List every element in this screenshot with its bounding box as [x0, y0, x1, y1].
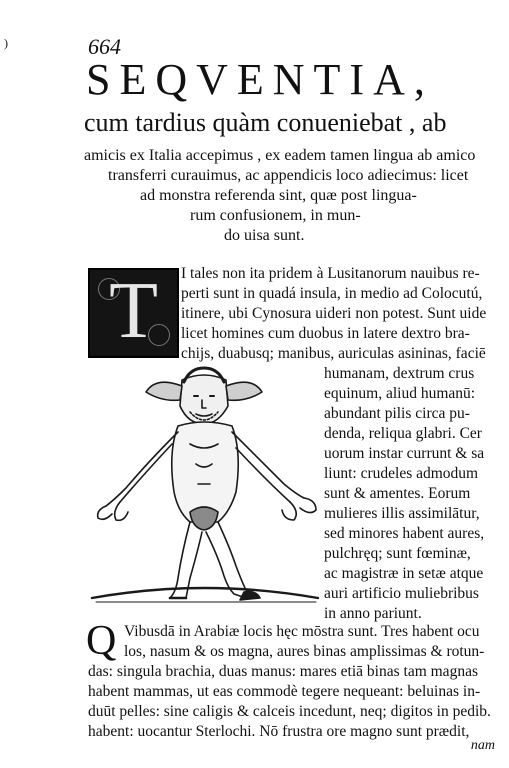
body-line-15: pulchręq; sunt fœminæ, [324, 545, 471, 562]
body-line-4: licet homines cum duobus in latere dextro bra- [181, 325, 470, 342]
body-line-13: mulieres illis assimilātur, [324, 505, 480, 522]
heading-line-4: ad monstra referenda sint, quæ post lingua- [140, 187, 417, 204]
para2-line-3: das: singula brachia, duas manus: mares etiā binas tam magnas [88, 663, 478, 680]
initial-letter: T [109, 267, 158, 355]
para2-line-5: duūt pelles: sine caligis & calceis incedunt, neq; digitos in pedib. [88, 703, 491, 720]
body-line-2: perti sunt in quadá insula, in medio ad Colocutú, [181, 285, 483, 302]
heading-line-1: cum tardius quàm conueniebat , ab [84, 108, 447, 137]
body-line-7: equinum, aliud humanū: [324, 385, 476, 402]
body-line-9: denda, reliqua glabri. Cer [324, 425, 482, 442]
woodcut-monster-figure-icon [86, 352, 322, 610]
heading-line-2: amicis ex Italia accepimus , ex eadem tamen lingua ab amico [84, 147, 476, 164]
page-number: 664 [88, 34, 121, 59]
body-line-3: itinere, ubi Cynosura uideri non potest. Sunt uide [181, 305, 487, 322]
decorated-initial [88, 268, 179, 358]
para2-line-4: habent mammas, ut eas commodè tegere nequeant: beluinas in- [88, 683, 481, 700]
para2-line-1: Vibusdā in Arabiæ locis hęc mōstra sunt. Tres habent ocu [124, 623, 480, 640]
body-line-1: I tales non ita pridem à Lusitanorum nauibus re- [181, 265, 480, 282]
para2-line-2: los, nasum & os magna, aures binas amplissimas & rotun- [124, 643, 485, 660]
body-line-17: auri artificio muliebribus [324, 585, 479, 602]
body-line-16: ac magistræ in setæ atque [324, 565, 484, 582]
paragraph2-initial: Q [86, 618, 117, 664]
body-line-12: sunt & amentes. Eorum [324, 485, 471, 502]
para2-line-6: habent: uocantur Sterlochi. Nō frustra ore magno sunt prædit, [88, 723, 470, 740]
heading-line-6: do uisa sunt. [224, 227, 305, 244]
body-line-6: humanam, dextrum crus [324, 365, 475, 382]
body-line-10: uorum instar currunt & sa [324, 445, 485, 462]
corner-mark: ) [4, 36, 8, 50]
body-line-8: abundant pilis circa pu- [324, 405, 470, 422]
body-line-5: chijs, duabusq; manibus, auriculas asininas, faciē [181, 345, 486, 362]
heading-line-3: transferri curauimus, ac appendicis loco adiecimus: licet [108, 167, 469, 184]
catchword: nam [470, 738, 495, 753]
body-line-18: in anno pariunt. [324, 605, 422, 622]
body-line-11: liunt: crudeles admodum [324, 465, 479, 482]
heading-line-5: rum confusionem, in mun- [190, 207, 361, 224]
page-title: SEQVENTIA, [86, 55, 434, 104]
body-line-14: sed minores habent aures, [324, 525, 485, 542]
